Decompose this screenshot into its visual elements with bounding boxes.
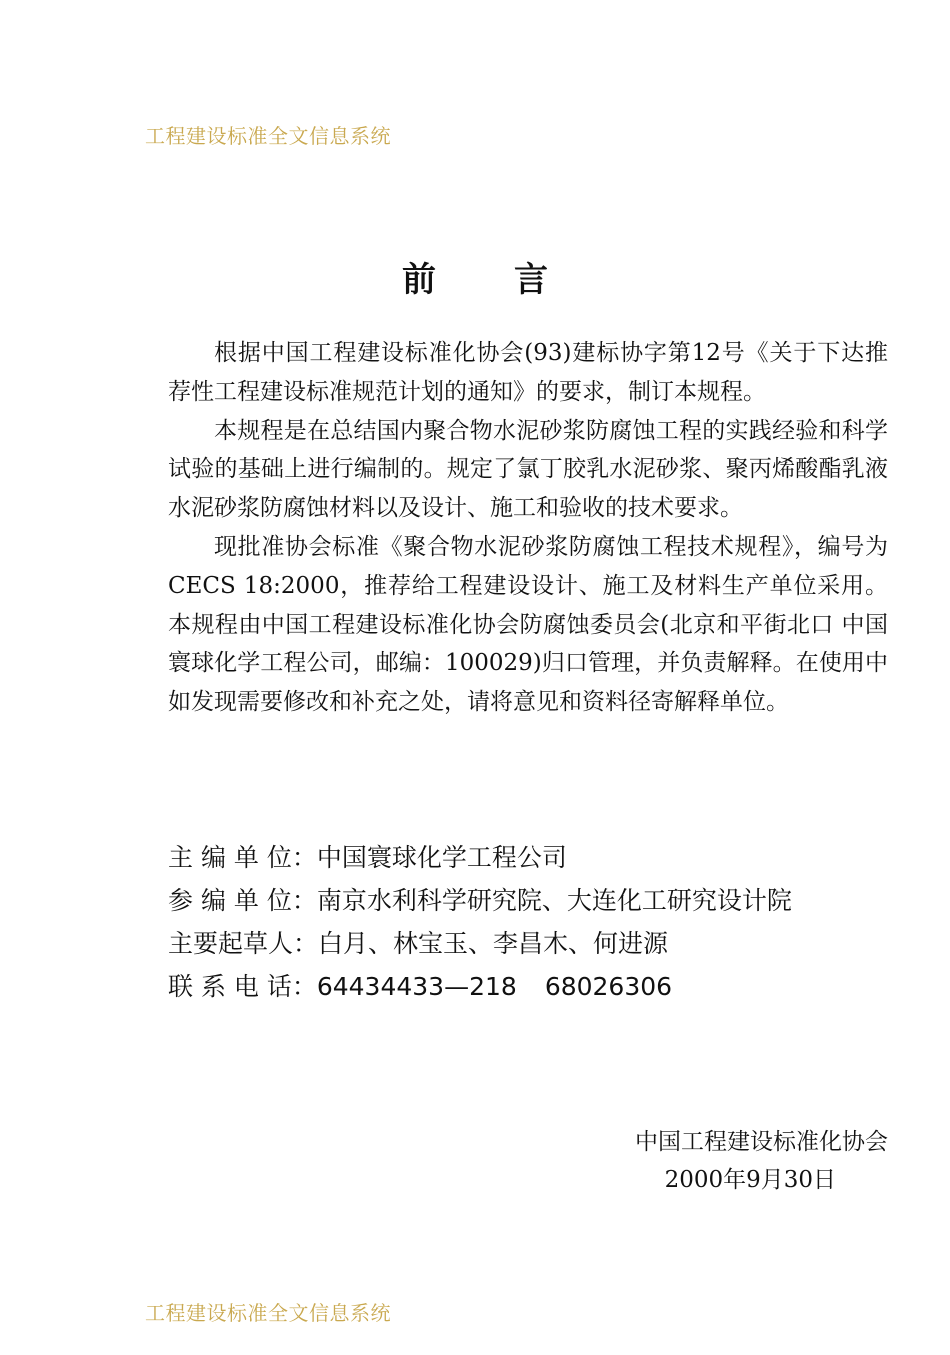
contact-phone-2: 68026306 [544, 972, 673, 1001]
paragraph-approval: 现批准协会标准《聚合物水泥砂浆防腐蚀工程技术规程》，编号为CECS 18:2000，推荐给工程建设设计、施工及材料生产单位采用。本规程由中国工程建设标准化协会防腐蚀委员会(北京和平街北口 中国寰球化学工程公司，邮编：100029)归口管理，并负责解释。在使用中如发现需要修改和补充之处，请将意见和资料径寄解释单位。 [168, 533, 888, 716]
paragraph-scope: 本规程是在总结国内聚合物水泥砂浆防腐蚀工程的实践经验和科学试验的基础上进行编制的。规定了氯丁胶乳水泥砂浆、聚丙烯酸酯乳液水泥砂浆防腐蚀材料以及设计、施工和验收的技术要求。 [168, 417, 888, 522]
editor-info-block [168, 836, 908, 1008]
watermark-footer: 工程建设标准全文信息系统 [145, 1301, 391, 1325]
participating-units-value: 南京水利科学研究院、大连化工研究设计院 [316, 886, 792, 915]
contact-phone-row [168, 965, 908, 1008]
contact-phone-1: 64434433—218 [316, 972, 517, 1001]
drafters-value: 白月、林宝玉、李昌木、何进源 [318, 929, 669, 958]
signature-block [635, 1123, 888, 1199]
contact-phone-label: 联 系 电 话： [168, 972, 317, 1001]
title-char-1: 前 [402, 260, 436, 300]
drafters-label: 主要起草人： [168, 929, 319, 958]
title-char-2: 言 [514, 260, 548, 300]
watermark-header: 工程建设标准全文信息系统 [145, 124, 391, 148]
chief-editor-label: 主 编 单 位： [168, 843, 317, 872]
chief-editor-row [168, 836, 908, 879]
page-title [0, 252, 950, 301]
preface-body [168, 334, 888, 722]
participating-units-row [168, 879, 908, 922]
chief-editor-value: 中国寰球化学工程公司 [316, 843, 567, 872]
participating-units-label: 参 编 单 位： [168, 886, 317, 915]
issuing-organization: 中国工程建设标准化协会 [635, 1129, 888, 1155]
issue-date: 2000年9月30日 [664, 1167, 836, 1193]
paragraph-basis: 根据中国工程建设标准化协会(93)建标协字第12号《关于下达推荐性工程建设标准规范计划的通知》的要求，制订本规程。 [168, 340, 888, 405]
drafters-row [168, 922, 908, 965]
